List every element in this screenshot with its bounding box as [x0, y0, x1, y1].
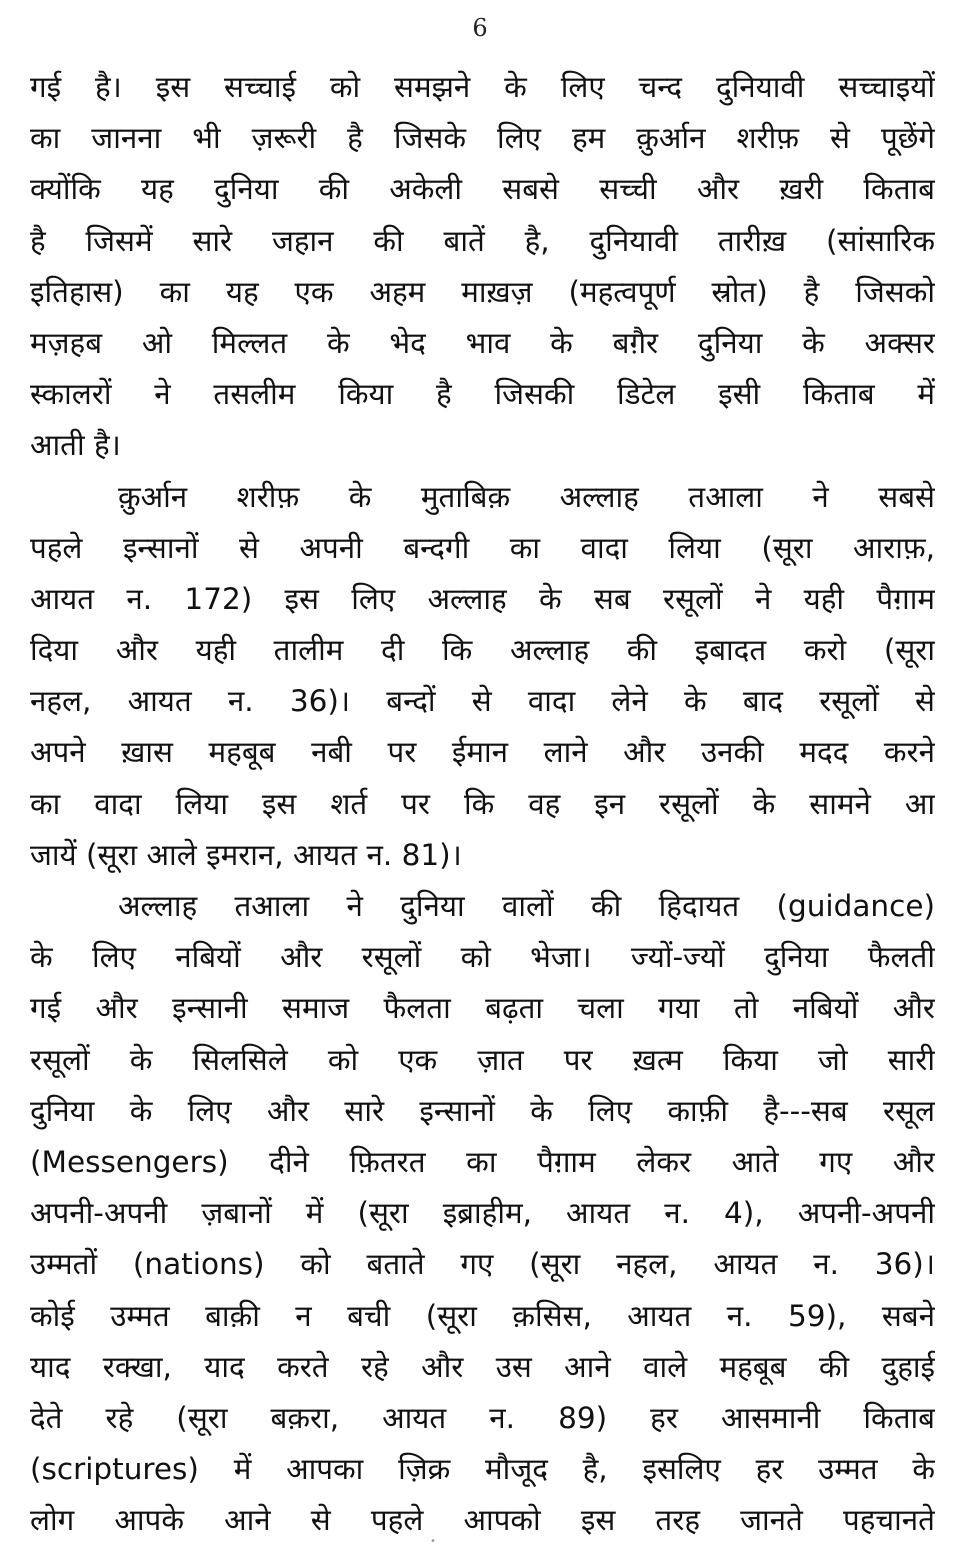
text-line: जायें (सूरा आले इमरान, आयत न. 81)।: [30, 837, 462, 872]
text-line: अपने ख़ास महबूब नबी पर ईमान लाने और उनकी मदद करने: [30, 735, 935, 770]
text-line: आयत न. 172) इस लिए अल्लाह के सब रसूलों ने यही पैग़ाम: [30, 581, 935, 616]
text-line: स्कालरों ने तसलीम किया है जिसकी डिटेल इसी किताब में: [30, 377, 935, 412]
scan-speck: •: [430, 1536, 436, 1547]
text-line: मज़हब ओ मिल्लत के भेद भाव के बग़ैर दुनिया के अक्सर: [30, 325, 935, 360]
text-line: दिया और यही तालीम दी कि अल्लाह की इबादत करो (सूरा: [30, 633, 935, 668]
text-line: उम्मतों (nations) को बताते गए (सूरा नहल, आयत न. 36)।: [30, 1247, 935, 1282]
text-line: पहले इन्सानों से अपनी बन्दगी का वादा लिया (सूरा आराफ़,: [30, 530, 935, 565]
text-line: याद रक्खा, याद करते रहे और उस आने वाले महबूब की दुहाई: [30, 1349, 935, 1384]
text-line: कोई उम्मत बाक़ी न बची (सूरा क़सिस, आयत न. 59), सबने: [30, 1298, 935, 1333]
text-line: आती है।: [30, 428, 121, 463]
text-line: (scriptures) में आपका ज़िक्र मौजूद है, इसलिए हर उम्मत के: [30, 1452, 935, 1487]
page-number: 6: [472, 14, 488, 42]
text-line: गई है। इस सच्चाई को समझने के लिए चन्द दुनियावी सच्चाइयों: [30, 70, 935, 104]
text-line: गई और इन्सानी समाज फैलता बढ़ता चला गया तो नबियों और: [30, 991, 935, 1026]
text-line: दुनिया के लिए और सारे इन्सानों के लिए काफ़ी है---सब रसूल: [30, 1093, 935, 1128]
text-line: रसूलों के सिलसिले को एक ज़ात पर ख़त्म किया जो सारी: [30, 1042, 935, 1077]
text-line: क्योंकि यह दुनिया की अकेली सबसे सच्ची और ख़री किताब: [30, 172, 935, 207]
paragraph-start-line: क़ुर्आन शरीफ़ के मुताबिक़ अल्लाह तआला ने सबसे: [118, 479, 935, 514]
body-text: [30, 62, 935, 1546]
text-line: है जिसमें सारे जहान की बातें है, दुनियावी तारीख़ (सांसारिक: [30, 223, 935, 258]
text-line: इतिहास) का यह एक अहम माख़ज़ (महत्वपूर्ण स्रोत) है जिसको: [30, 274, 935, 309]
text-line: का जानना भी ज़रूरी है जिसके लिए हम क़ुर्आन शरीफ़ से पूछेंगे: [30, 121, 935, 156]
paragraph-start-line: अल्लाह तआला ने दुनिया वालों की हिदायत (guidance): [118, 889, 935, 923]
text-line: के लिए नबियों और रसूलों को भेजा। ज्यों-ज्यों दुनिया फैलती: [30, 940, 935, 975]
text-line: (Messengers) दीने फ़ितरत का पैग़ाम लेकर आते गए और: [30, 1144, 935, 1179]
text-line: नहल, आयत न. 36)। बन्दों से वादा लेने के बाद रसूलों से: [30, 684, 935, 719]
text-line: लोग आपके आने से पहले आपको इस तरह जानते पहचानते: [30, 1503, 935, 1538]
text-line: देते रहे (सूरा बक़रा, आयत न. 89) हर आसमानी किताब: [30, 1400, 935, 1435]
text-line: का वादा लिया इस शर्त पर कि वह इन रसूलों के सामने आ: [30, 786, 935, 821]
text-line: अपनी-अपनी ज़बानों में (सूरा इब्राहीम, आयत न. 4), अपनी-अपनी: [30, 1196, 935, 1231]
